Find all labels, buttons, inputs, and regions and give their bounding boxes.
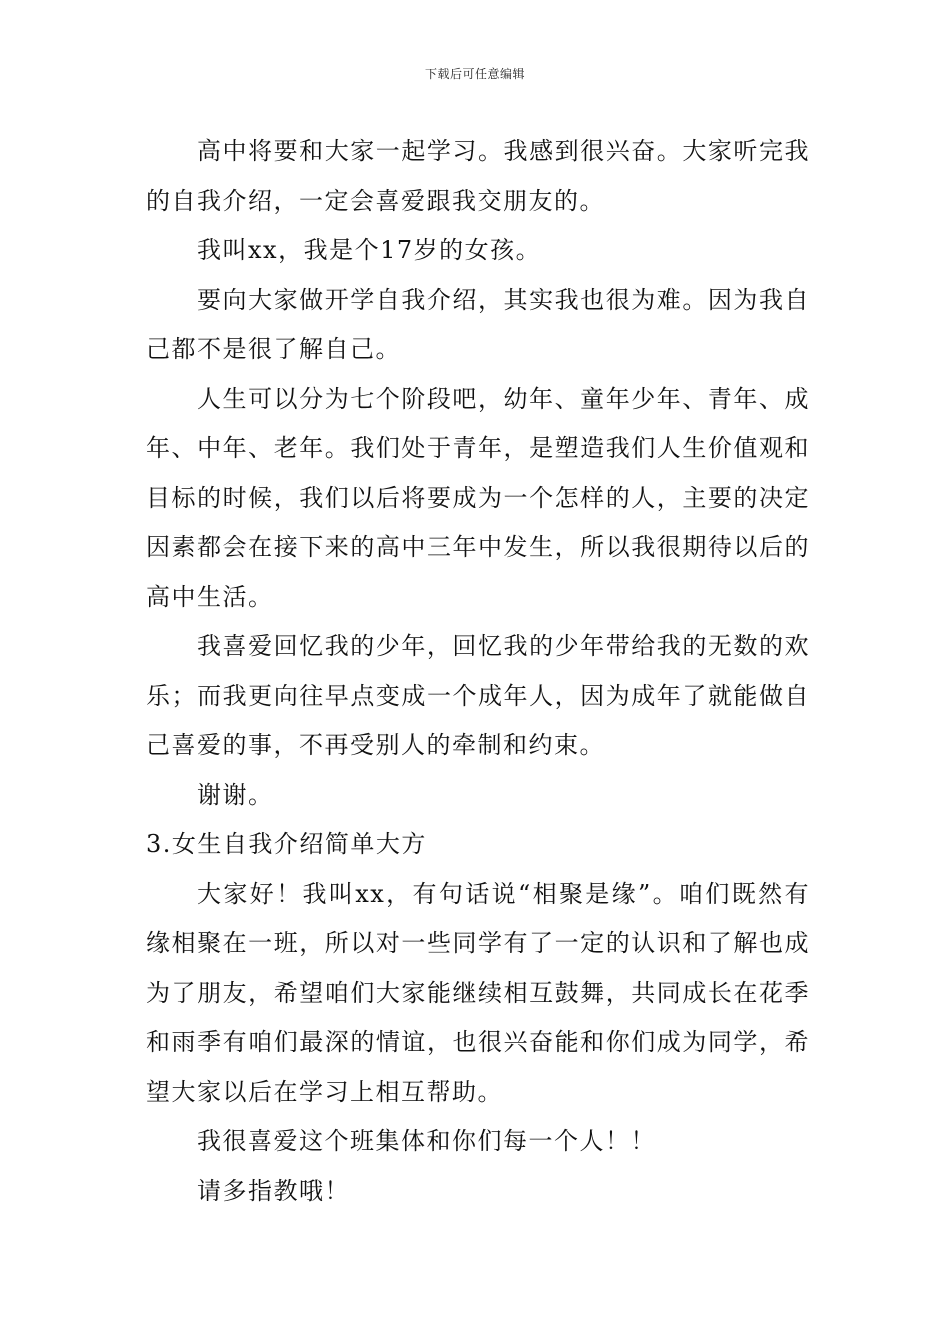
paragraph: 请多指教哦！ xyxy=(197,1176,350,1205)
paragraph: 人生可以分为七个阶段吧，幼年、童年少年、青年、成年、中年、老年。我们处于青年，是塑造我们人生价值观和目标的时候，我们以后将要成为一个怎样的人，主要的决定因素都会在接下来的高中三年中发生，所以我很期待以后的高中生活。 xyxy=(146,384,810,611)
paragraph: 谢谢。 xyxy=(197,780,274,809)
paragraph: 我叫xx，我是个17岁的女孩。 xyxy=(197,236,542,264)
paragraph: 高中将要和大家一起学习。我感到很兴奋。大家听完我的自我介绍，一定会喜爱跟我交朋友的。 xyxy=(146,137,810,215)
section-heading: 3.女生自我介绍简单大方 xyxy=(146,830,427,858)
paragraph: 要向大家做开学自我介绍，其实我也很为难。因为我自己都不是很了解自己。 xyxy=(146,285,810,363)
paragraph: 我很喜爱这个班集体和你们每一个人！！ xyxy=(197,1127,656,1155)
page-header: 下载后可任意编辑 xyxy=(424,67,525,81)
paragraph: 我喜爱回忆我的少年，回忆我的少年带给我的无数的欢乐；而我更向往早点变成一个成年人，因为成年了就能做自己喜爱的事，不再受别人的牵制和约束。 xyxy=(146,632,810,759)
paragraph: 大家好！我叫xx，有句话说“相聚是缘”。咱们既然有缘相聚在一班，所以对一些同学有了一定的认识和了解也成为了朋友，希望咱们大家能继续相互鼓舞，共同成长在花季和雨季有咱们最深的情谊，也很兴奋能和你们成为同学，希望大家以后在学习上相互帮助。 xyxy=(146,879,810,1106)
document-body xyxy=(146,127,810,1216)
